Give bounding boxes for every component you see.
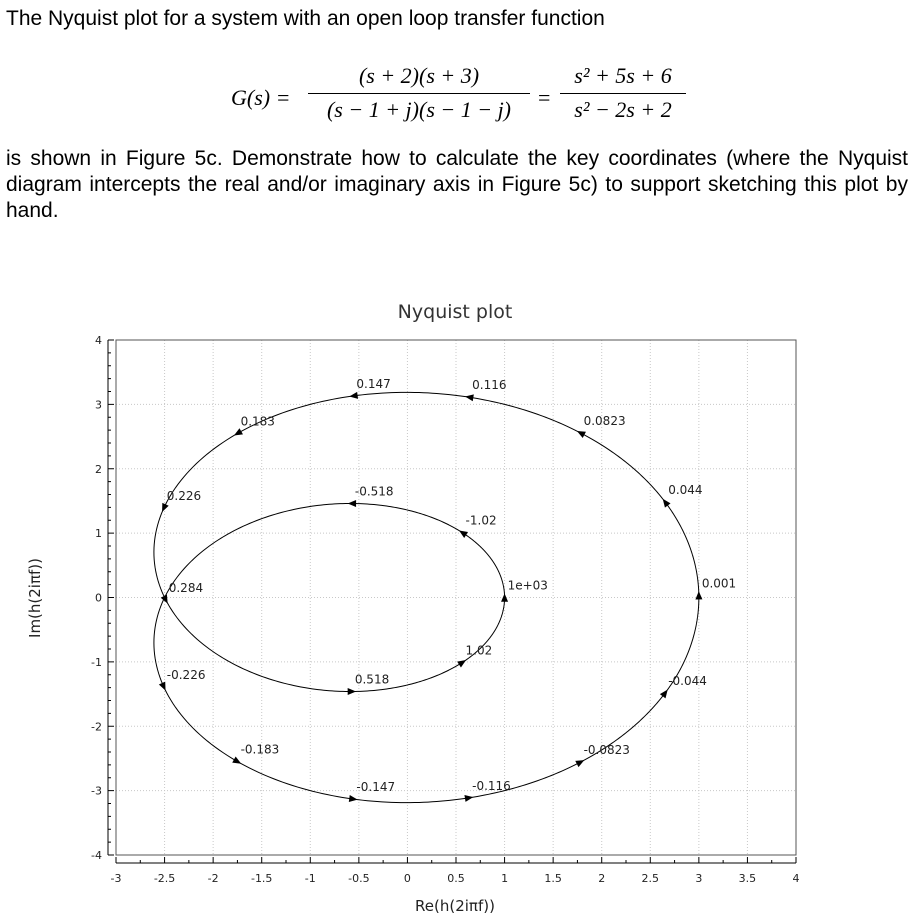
frequency-label: 0.116 — [472, 378, 507, 393]
axes — [91, 334, 799, 885]
grid-lines — [116, 340, 796, 855]
x-tick-label: 3 — [695, 872, 703, 885]
frequency-label: 0.518 — [354, 672, 390, 687]
x-tick-label: -2 — [207, 872, 219, 885]
frequency-arrow — [232, 757, 241, 764]
y-tick-label: 2 — [95, 462, 102, 476]
frequency-arrow — [465, 394, 474, 401]
equals-sign: = — [538, 85, 551, 110]
fraction-expanded — [560, 63, 686, 123]
frequency-label: -0.0823 — [583, 743, 630, 758]
x-tick-label: 3.5 — [738, 872, 757, 885]
frequency-label: -0.518 — [354, 484, 394, 499]
x-tick-label: -0.5 — [348, 872, 370, 885]
fraction-bar — [308, 93, 530, 94]
y-tick-label: -1 — [91, 655, 102, 669]
fraction-expanded-numerator: s² + 5s + 6 — [574, 63, 672, 88]
frequency-label: 0.044 — [668, 483, 703, 498]
x-tick-label: -1 — [304, 872, 316, 885]
fraction-factored-numerator: (s + 2)(s + 3) — [358, 63, 480, 88]
frequency-arrow — [459, 530, 468, 537]
y-tick-label: -4 — [91, 849, 102, 862]
x-tick-label: -3 — [110, 872, 122, 885]
frequency-label: -0.044 — [668, 673, 707, 688]
frequency-arrow — [663, 499, 671, 508]
x-tick-label: 1.5 — [544, 872, 562, 885]
nyquist-curve-positive — [154, 392, 699, 691]
frequency-arrow — [348, 688, 356, 695]
frequency-arrow — [349, 392, 358, 399]
nyquist-plot — [0, 290, 914, 919]
frequency-label: -0.116 — [472, 778, 511, 793]
y-tick-label: -2 — [91, 720, 102, 734]
x-axis-label: Re(h(2iπf)) — [415, 897, 495, 915]
frequency-label: 0.0823 — [583, 413, 626, 428]
frequency-arrow — [457, 660, 466, 668]
y-tick-label: 3 — [95, 398, 102, 412]
y-tick-label: 0 — [95, 591, 102, 605]
x-tick-label: 2 — [598, 872, 606, 885]
frequency-markers — [159, 377, 736, 802]
frequency-label: 0.183 — [240, 414, 275, 429]
frequency-label: 0.284 — [168, 580, 204, 595]
chart-title: Nyquist plot — [397, 301, 513, 323]
frequency-label: -0.226 — [166, 667, 206, 682]
y-tick-label: -3 — [91, 784, 102, 798]
fraction-factored — [308, 63, 530, 123]
y-axis-label: Im(h(2iπf)) — [26, 558, 44, 638]
x-tick-label: 0 — [403, 872, 411, 885]
frequency-arrow — [348, 500, 356, 507]
fraction-factored-denominator: (s − 1 + j)(s − 1 − j) — [326, 97, 512, 122]
x-tick-label: -1.5 — [250, 872, 273, 885]
equation-lhs: G(s) = — [231, 85, 291, 110]
frequency-label: 0.001 — [701, 576, 737, 591]
intro-text: The Nyquist plot for a system with an open loop transfer function — [6, 7, 605, 30]
frequency-label: -1.02 — [465, 513, 497, 528]
x-tick-label: 1 — [501, 872, 509, 885]
frequency-label: -0.183 — [240, 742, 280, 757]
frequency-label: 0.147 — [356, 376, 391, 391]
frequency-label: -0.147 — [356, 780, 396, 795]
x-tick-label: 2.5 — [641, 872, 660, 885]
fraction-bar — [560, 93, 686, 94]
y-tick-label: 4 — [95, 334, 102, 347]
x-tick-label: -2.5 — [153, 872, 176, 885]
frequency-label: 1e+03 — [507, 578, 548, 593]
frequency-label: 0.226 — [166, 489, 202, 504]
frequency-arrow — [464, 795, 473, 802]
question-paragraph: is shown in Figure 5c. Demonstrate how to calculate the key coordinates (where the Nyquist diagram intercepts the real and/or imaginary axis in Figure 5c) to support sketching this plot by hand. — [6, 147, 908, 222]
frequency-arrow — [695, 591, 702, 599]
y-tick-label: 1 — [95, 527, 102, 541]
frequency-label: 1.02 — [465, 643, 493, 658]
x-tick-label: 0.5 — [447, 872, 465, 885]
frequency-arrow — [501, 593, 508, 601]
x-tick-label: 4 — [792, 872, 800, 885]
fraction-expanded-denominator: s² − 2s + 2 — [574, 97, 672, 122]
frequency-arrow — [349, 795, 358, 802]
frequency-arrow — [234, 428, 243, 435]
frequency-arrow — [660, 690, 668, 699]
